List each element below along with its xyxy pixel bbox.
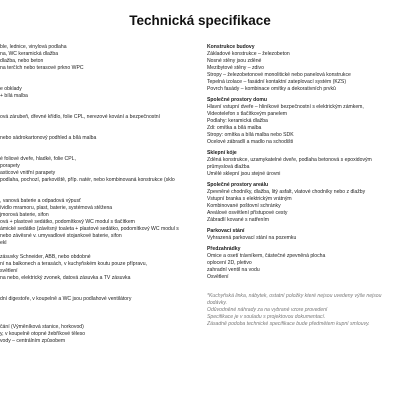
footnote: [207, 293, 400, 328]
section-heading: Sklepní kóje: [207, 150, 237, 156]
spec-line: nebo sádrokartonový podhled a bílá malba: [0, 135, 97, 141]
spec-section: [207, 97, 400, 146]
spec-line: Nosné stěny jsou zděné: [207, 58, 262, 64]
footnote-line: dodávky.: [207, 300, 228, 306]
spec-section: [207, 150, 400, 178]
spec-line: Tepelná izolace – fasádní kontaktní zateplovací systém (KZS): [207, 79, 347, 85]
spec-section: [207, 228, 400, 242]
spec-line: Povrch fasády – kombinace omítky a dekorativních prvků: [207, 86, 336, 92]
spec-line: dlažba, nebo beton: [0, 58, 44, 64]
spec-section: [207, 44, 400, 93]
spec-line: Umělé sklepní jsou stejné úrovni: [207, 171, 281, 177]
spec-line: ní na balkonech a terasách, v kuchyňském koutu pouze přípravu,: [0, 261, 147, 267]
spec-line: Hlavní vstupní dveře – hliníkové bezpečnostní s elektrickým zámkem,: [207, 104, 364, 110]
spec-line: světlení: [0, 268, 18, 274]
footnote-line: Specifikace je v souladu s projektovou dokumentací.: [207, 314, 326, 320]
spec-line: na nebo, elektrický zvonek, datová zásuvka a TV zásuvka: [0, 275, 131, 281]
spec-line: Vstupní branka s elektrickým vrátným: [207, 196, 292, 202]
spec-line: na terčích nebo terasové prkno WPC: [0, 65, 84, 71]
spec-line: ámické sedátko (závěsný toaleta + plastové sedátko, podomítkový WC modul s: [0, 226, 179, 232]
spec-line: Zděná konstrukce, uzamykatelné dveře, podlaha betonová s epoxidovým: [207, 157, 372, 163]
spec-line: vody – centrálním způsobem: [0, 338, 66, 344]
spec-line: ívidlo mramoru, plast, baterie, systémová stěžena: [0, 205, 113, 211]
page-title: Technická specifikace: [129, 13, 271, 28]
section-heading: Společné prostory domu: [207, 97, 268, 103]
spec-line: Zdi: omítka a bílá malba: [207, 125, 262, 131]
footnote-line: Odůvodněné náhrady za na vybrané vzore provedení: [207, 307, 328, 313]
spec-line: jmorová baterie, sifon: [0, 212, 49, 218]
spec-line: Stropy – železobetonové monolitické nebo panelová konstrukce: [207, 72, 351, 78]
spec-line: é foliové dveře, hladké, folie CPL,: [0, 156, 76, 162]
section-heading: Parkovací stání: [207, 228, 245, 234]
spec-line: oplocení 2D, pletivo: [207, 260, 252, 266]
left-column: [0, 44, 198, 394]
spec-line: Areálové osvětlení přístupové cesty: [207, 210, 288, 216]
spec-line: ová zárubeň, dřevné křídlo, folie CPL, nerezové kování a bezpečnostní: [0, 114, 160, 120]
spec-section: [207, 182, 400, 224]
spec-line: zahradní ventil na vodu: [207, 267, 260, 273]
spec-line: asticové vnitřní parapety: [0, 170, 56, 176]
spec-line: ble, lednice, vinylová podlaha: [0, 44, 67, 50]
spec-line: Osvětlení: [207, 274, 229, 280]
footnote-line: *Kuchyňská linka, nábytek, ostatní položky které nejsou uvedeny výše nejsou: [207, 293, 382, 299]
spec-line: y, v koupelně otopné žebříkové těleso: [0, 331, 86, 337]
spec-line: průmyslová dlažba: [207, 164, 250, 170]
spec-line: Základové konstrukce – železobeton: [207, 51, 290, 57]
spec-line: Omice a osetí trávníkem, částečné zpevněná plocha: [207, 253, 326, 259]
spec-line: čání (Výměníková stanice, horkovod): [0, 324, 84, 330]
spec-section: [207, 246, 400, 281]
spec-line: e obklady: [0, 86, 22, 92]
spec-line: + bílá malba: [0, 93, 28, 99]
spec-line: Podlahy: keramická dlažba: [207, 118, 268, 124]
spec-line: ová + plastové sedátko, podomítkový WC modul s tlačítkem: [0, 219, 135, 225]
spec-line: porapety: [0, 163, 20, 169]
footnote-line: Zásadně podoba technické specifikace bude předmětem kupní smlouvy.: [207, 321, 370, 327]
spec-line: Vyhrazená parkovací stání na pozemku: [207, 235, 297, 241]
spec-line: Videotelefon s tlačítkovým panelem: [207, 111, 288, 117]
spec-line: Stropy: omítka a bílá malba nebo SDK: [207, 132, 294, 138]
spec-line: na, WC keramická dlažba: [0, 51, 59, 57]
section-heading: Konstrukce budovy: [207, 44, 255, 50]
spec-line: Zábradlí kované s natřením: [207, 217, 270, 223]
spec-line: zásuvky Schneider, ABB, nebo obdobné: [0, 254, 91, 260]
spec-line: Zpevněné chodníky, dlažba, litý asfalt, vlatové chodníky nebo z dlažby: [207, 189, 366, 195]
spec-line: , vanová baterie a odpadová výpusť: [0, 198, 81, 204]
spec-line: Mezibytové stěny – zdivo: [207, 65, 264, 71]
right-column: [207, 44, 400, 394]
spec-line: Kombinované poštovní schránky: [207, 203, 281, 209]
spec-line: nebo závěsné v. umyvadlové stojankové baterie, sifon: [0, 233, 122, 239]
spec-line: podlaha, pochozí, parkoviště, příp. natér, nebo kombinovaná konstrukce (sklo: [0, 177, 175, 183]
spec-line: ekl: [0, 240, 7, 246]
section-heading: Předzahrádky: [207, 246, 241, 252]
spec-line: dní digestoře, v koupelně a WC jsou podlahové ventilátory: [0, 296, 132, 302]
section-heading: Společné prostory areálu: [207, 182, 269, 188]
spec-line: Ocelové zábradlí a madlo na schodišti: [207, 139, 294, 145]
